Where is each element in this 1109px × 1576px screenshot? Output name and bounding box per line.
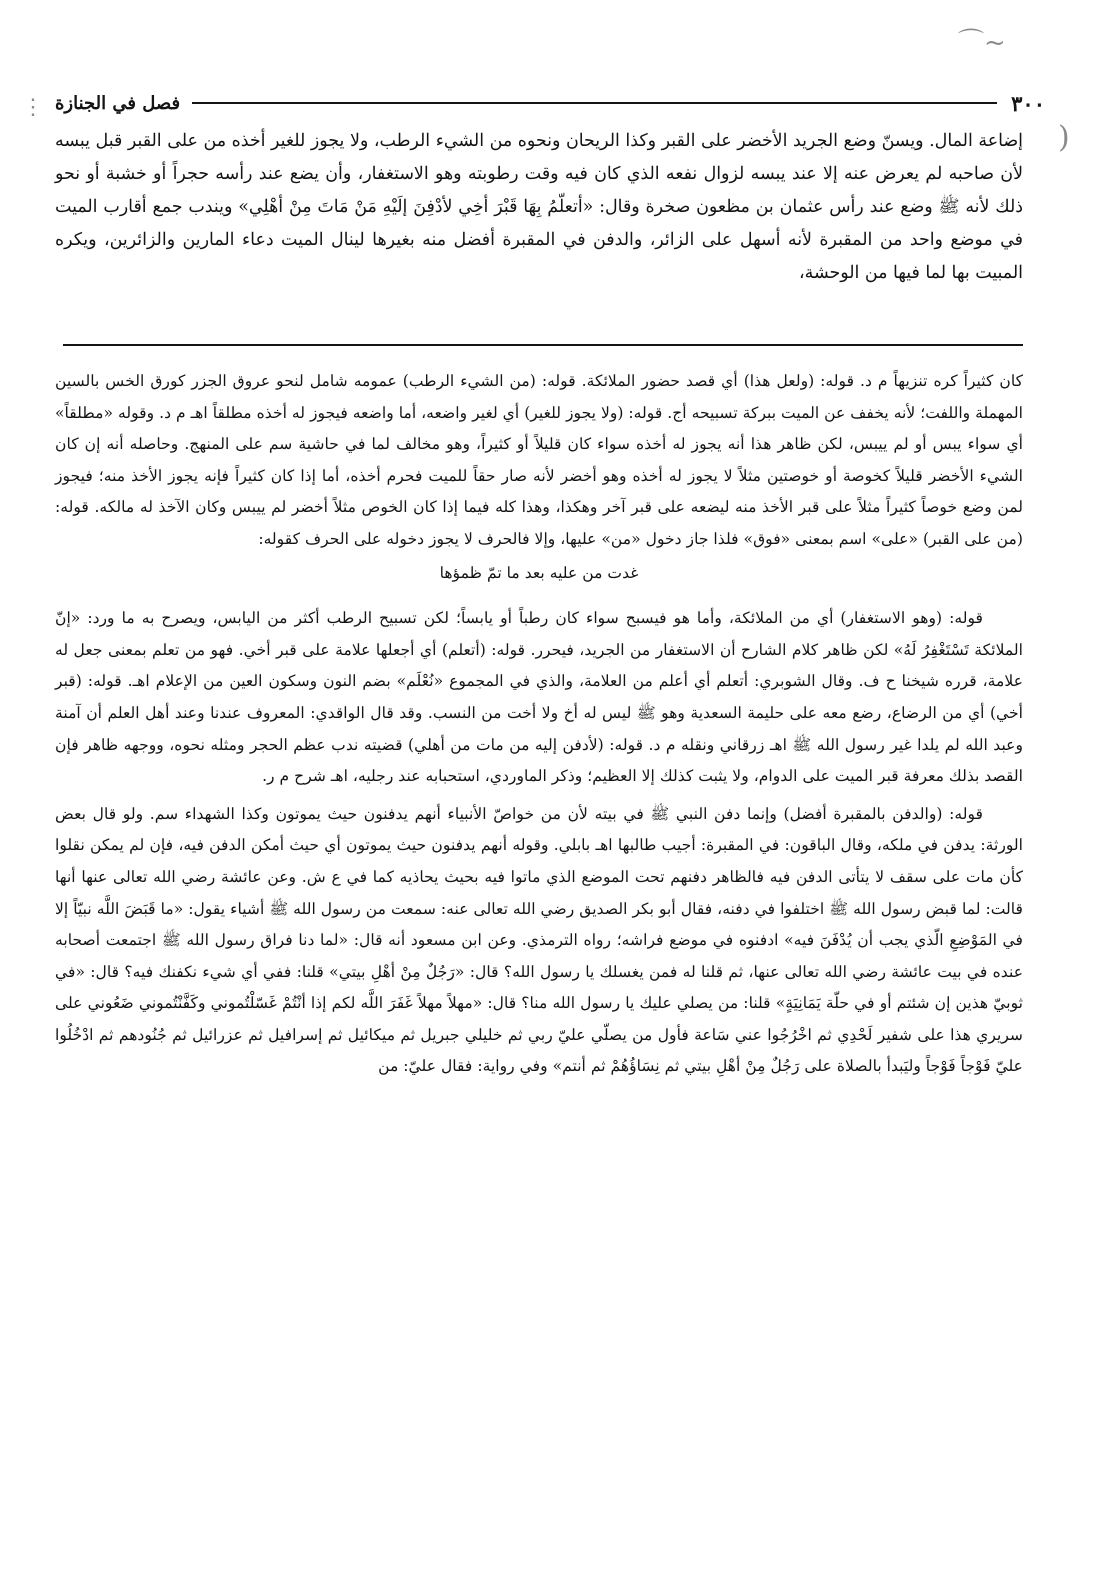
commentary-paragraph-2: قوله: (وهو الاستغفار) أي من الملائكة، وأما هو فيسبح سواء كان رطباً أو يابساً؛ لكن تسبيح الرطب أكثر من اليابس، ويصرح به ما ورد: «إنّ الملائكة تَسْتَغْفِرُ لَهُ» لكن ظاهر كلام الشارح أن الاستغفار من الجريد، فيحرر. قوله: (أتعلم) أي أجعلها علامة على قبر أخي. فهو من تعلم بمعنى جعل له علامة، قرره شيخنا ح ف. وقال الشوبري: أتعلم أي أعلم من العلامة، والذي في المجموع «نُعْلَم» بضم النون وسكون العين من الإعلام اهـ. قوله: (قبر أخي) أي من الرضاع، رضع معه على حليمة السعدية وهو ﷺ ليس له أخ ولا أخت من النسب. وقد قال الواقدي: المعروف عندنا وعند أهل العلم أن آمنة وعبد الله لم يلدا غير رسول الله ﷺ اهـ زرقاني ونقله م د. قوله: (لأدفن إليه من مات من أهلي) قضيته ندب عظم الحجر ومثله نحوه، ووجهه ظاهر فإن القصد بذلك معرفة قبر الميت على الدوام، ولا يثبت كذلك إلا العظيم؛ وذكر الماوردي، استحبابه عند رجليه، اهـ شرح م ر.	[55, 609, 1023, 786]
page-number: ٣٠٠	[1011, 90, 1045, 116]
footnote-divider	[63, 344, 1023, 346]
header-rule	[192, 102, 997, 104]
commentary-paragraph-3: قوله: (والدفن بالمقبرة أفضل) وإنما دفن النبي ﷺ في بيته لأن من خواصّ الأنبياء أنهم يدفنون حيث يموتون وكذا الشهداء سم. ولو قال بعض الورثة: يدفن في ملكه، وقال الباقون: في المقبرة: أجيب طالبها اهـ بابلي. وقوله أنهم يدفنون حيث يموتون أي حيث أمكن الدفن فيه، فإن لم يمكن نقلوا كأن مات على سقف لا يتأتى الدفن فيه فالظاهر دفنهم تحت الموضع الذي ماتوا فيه بحيث يحاذيه كما في ع ش. وعن عائشة رضي الله تعالى عنها أنها قالت: لما قبض رسول الله ﷺ اختلفوا في دفنه، فقال أبو بكر الصديق رضي الله تعالى عنه: سمعت من رسول الله ﷺ أشياء يقول: «ما قَبَضَ اللَّه نبيّاً إلا في المَوْضِعِ الّذي يجب أن يُدْفَنَ فيه» ادفنوه في موضع فراشه؛ رواه الترمذي. وعن ابن مسعود أنه قال: «لما دنا فراق رسول الله ﷺ اجتمعت أصحابه عنده في بيت عائشة رضي الله تعالى عنها، ثم قلنا له فمن يغسلك يا رسول الله؟ قال: «رَجُلٌ مِنْ أهْلِ بيتي» قلنا: ففي أي شيء نكفنك فيه؟ قال: «في ثوبيّ هذين إن شئتم أو في حلّة يَمَانِيَةٍ» قلنا: من يصلي عليك يا رسول الله منا؟ قال: «مهلاً مهلاً غَفَرَ اللَّه لكم إذا أنْتُمْ غَسّلْتُموني وكَفَّنْتُموني ضَعُوني على سريري هذا على شفير لَحْدِي ثم اخْرُجُوا عني سَاعة فأول من يصلّي عليّ ربي ثم خليلي جبريل ثم ميكائيل ثم إسرافيل ثم عزرائيل ثم جُنُودهم ثم ادْخُلُوا عليّ فَوْجاً فَوْجاً وليَبدأ بالصلاة على رَجُلٌ مِنْ أهْلِ بيتي ثم نِسَاؤُهُمْ ثم أنتم» وفي رواية: فقال عليّ: من	[55, 804, 1024, 1076]
scan-mark-right: )	[1058, 120, 1070, 155]
scan-mark-top-right: ⌒~	[958, 28, 1006, 58]
page-header	[55, 86, 1045, 120]
poetry-verse: غدت من عليه بعد ما تمّ ظمؤها	[439, 563, 639, 582]
scan-mark-left: ⋮	[22, 95, 44, 120]
main-paragraph: إضاعة المال. ويسنّ وضع الجريد الأخضر على القبر وكذا الريحان ونحوه من الشيء الرطب، ولا يجوز للغير أخذه من على القبر قبل يبسه لأن صاحبه لم يعرض عنه إلا عند يبسه لزوال نفعه الذي كان فيه وقت رطوبته وهو الاستغفار، وأن يضع عند رأسه حجراً أو خشبة أو نحو ذلك لأنه ﷺ وضع عند رأس عثمان بن مظعون صخرة وقال: «أتعلّمُ بِهَا قَبْرَ أخِي لأدْفِنَ إلَيْهِ مَنْ مَاتَ مِنْ أهْلِي» ويندب جمع أقارب الميت في موضع واحد من المقبرة لأنه أسهل على الزائر، والدفن في المقبرة أفضل منه بغيرها لينال الميت دعاء المارين والزائرين، ويكره المبيت بها لما فيها من الوحشة،	[55, 131, 1023, 283]
commentary	[55, 366, 1023, 1083]
running-title: فصل في الجنازة	[55, 92, 181, 114]
commentary-paragraph-1: كان كثيراً كره تنزيهاً م د. قوله: (ولعل هذا) أي قصد حضور الملائكة. قوله: (من الشيء الرطب) عمومه شامل لنحو عروق الجزر كورق الخس بالسين المهملة واللفت؛ لأنه يخفف عن الميت ببركة تسبيحه أج. قوله: (ولا يجوز للغير) أي لغير واضعه، أما واضعه فيجوز له أخذه مطلقاً اهـ م د. وقوله «مطلقاً» أي سواء يبس أو لم ييبس، لكن ظاهر هذا أنه يجوز له أخذه سواء كان قليلاً أو كثيراً، وهو مخالف لما في حاشية سم على المنهج. وحاصله أنه إن كان الشيء الأخضر قليلاً كخوصة أو خوصتين مثلاً لا يجوز له أخذه وهو أخضر لأنه صار حقاً للميت فحرم أخذه، أما إذا كان كثيراً فإنه يجوز الأخذ منه؛ فيجوز لمن وضع خوصاً كثيراً مثلاً على قبر الأخذ منه ليضعه على قبر آخر وهكذا، وهذا كله فيما إذا كان الخوص مثلاً أخضر لم ييبس وكان الآخذ له مالكه. قوله: (من على القبر) «على» اسم بمعنى «فوق» فلذا جاز دخول «من» عليها، وإلا فالحرف لا يجوز دخوله على الحرف كقوله:	[55, 372, 1023, 548]
main-text	[55, 125, 1023, 290]
